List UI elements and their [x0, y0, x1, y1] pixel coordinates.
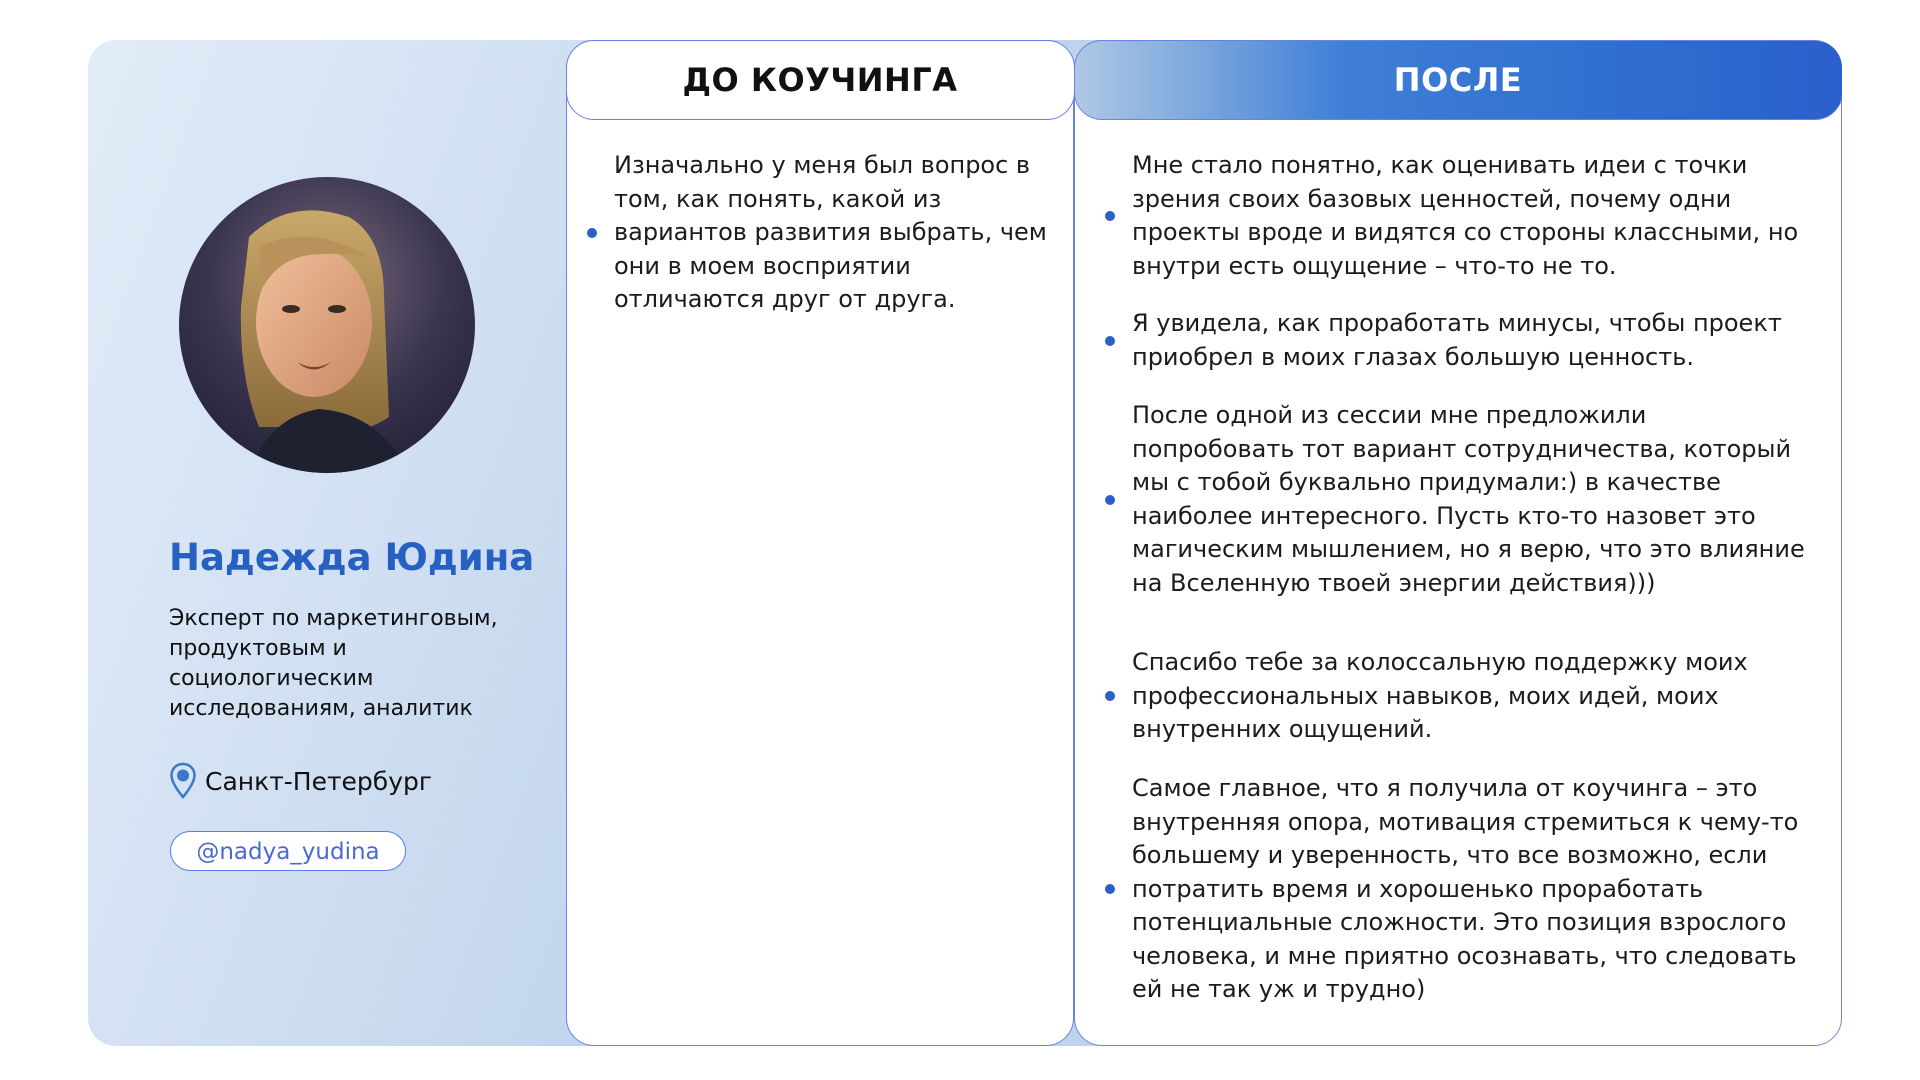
- list-item-text: Спасибо тебе за колоссальную поддержку моих профессиональных навыков, моих идей, моих внутренних ощущений.: [1132, 648, 1748, 743]
- bullet-dot-icon: [1105, 495, 1115, 505]
- list-item: [1105, 646, 1815, 747]
- testimonial-card: [88, 40, 1842, 1046]
- person-name: Надежда Юдина: [169, 536, 535, 579]
- after-header: ПОСЛЕ: [1074, 40, 1843, 120]
- after-column: [1074, 40, 1842, 1046]
- bullet-dot-icon: [1105, 691, 1115, 701]
- avatar: [179, 177, 475, 473]
- list-item: [1105, 772, 1815, 1007]
- list-item-text: После одной из сессии мне предложили попробовать тот вариант сотрудничества, который мы с тобой буквально придумали:) в качестве наиболее интересного. Пусть кто-то назовет это магическим мышлением, но я верю, что это влияние на Вселенную твоей энергии действия))): [1132, 401, 1805, 597]
- bullet-dot-icon: [587, 228, 597, 238]
- list-item-text: Мне стало понятно, как оценивать идеи с точки зрения своих базовых ценностей, почему одни проекты вроде и видятся со стороны классными, но внутри есть ощущение – что-то не то.: [1132, 151, 1799, 280]
- list-item: [1105, 149, 1815, 283]
- list-item: [587, 149, 1047, 317]
- location: [169, 762, 432, 800]
- bullet-dot-icon: [1105, 211, 1115, 221]
- list-item: [1105, 307, 1815, 374]
- list-item-text: Самое главное, что я получила от коучинга – это внутренняя опора, мотивация стремиться к чему-то большему и уверенность, что все возможно, если потратить время и хорошенько проработать потенциальные сложности. Это позиция взрослого человека, и мне приятно осознавать, что следовать ей не так уж и трудно): [1132, 774, 1799, 1003]
- location-label: Санкт-Петербург: [205, 766, 433, 796]
- list-item: [1105, 399, 1815, 600]
- social-handle-link[interactable]: @nadya_yudina: [170, 831, 406, 871]
- list-item-text: Изначально у меня был вопрос в том, как понять, какой из вариантов развития выбрать, чем они в моем восприятии отличаются друг от друга.: [614, 151, 1047, 313]
- location-pin-icon: [169, 762, 197, 800]
- bullet-dot-icon: [1105, 884, 1115, 894]
- list-item-text: Я увидела, как проработать минусы, чтобы проект приобрел в моих глазах большую ценность.: [1132, 309, 1782, 371]
- profile-panel: [88, 40, 566, 1046]
- bullet-dot-icon: [1105, 336, 1115, 346]
- person-role: Эксперт по маркетинговым, продуктовым и социологическим исследованиям, аналитик: [169, 606, 498, 721]
- before-header: ДО КОУЧИНГА: [566, 40, 1075, 120]
- before-column: [566, 40, 1074, 1046]
